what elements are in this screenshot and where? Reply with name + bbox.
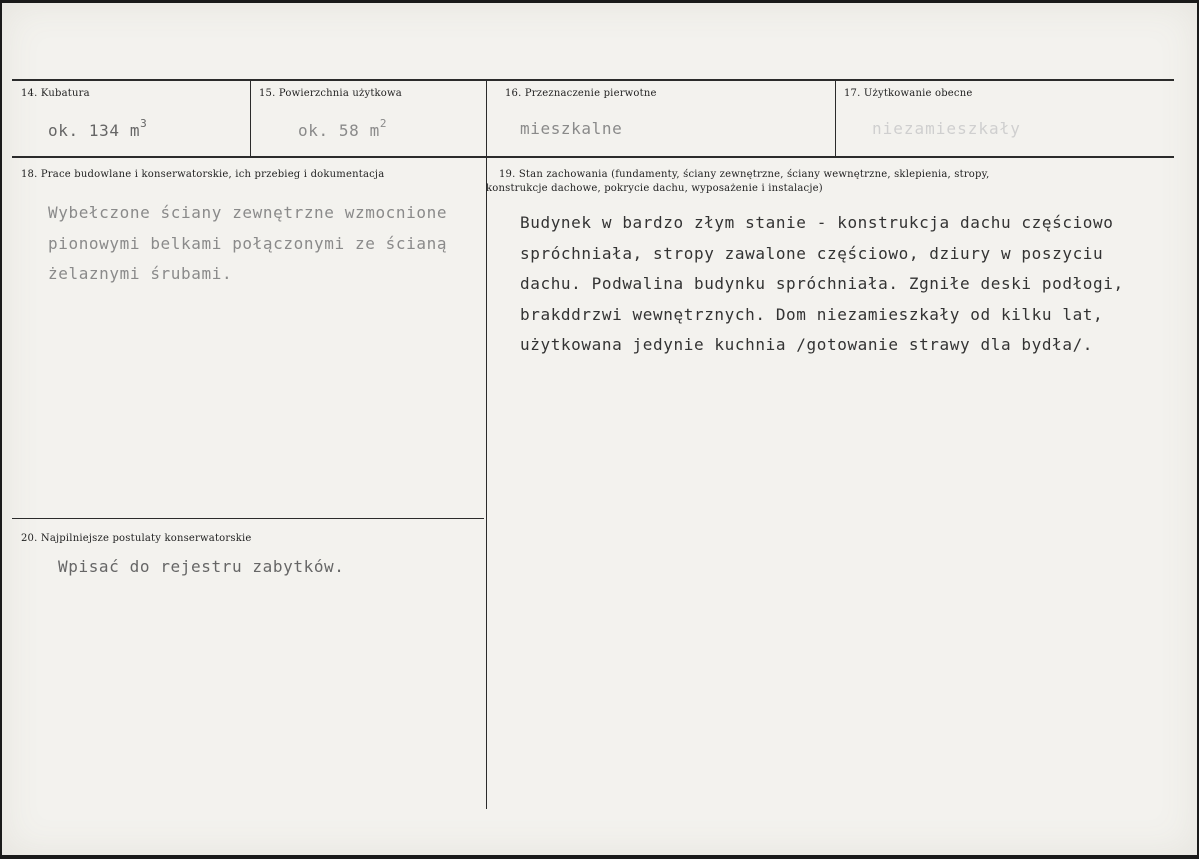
- field-19-line: spróchniała, stropy zawalone częściowo, dziury w poszyciu: [520, 243, 1104, 263]
- top-rule: [12, 79, 1174, 81]
- field-19-line: użytkowana jedynie kuchnia /gotowanie strawy dla bydła/.: [520, 335, 1094, 354]
- field-14-label: 14. Kubatura: [21, 88, 90, 99]
- field-15-value-text: ok. 58 m: [298, 121, 380, 140]
- row-divider-2: [12, 518, 484, 519]
- field-19-line: brakddrzwi wewnętrznych. Dom niezamieszkały od kilku lat,: [520, 304, 1104, 324]
- col-divider-16-17: [835, 81, 836, 156]
- field-20-value: Wpisać do rejestru zabytków.: [58, 557, 345, 576]
- field-18-line: Wybełczone ściany zewnętrzne wzmocnione: [48, 203, 448, 222]
- field-19-line: Budynek w bardzo złym stanie - konstrukcja dachu częściowo: [520, 213, 1114, 232]
- field-17-value: niezamieszkały: [872, 119, 1021, 138]
- field-18-line: pionowymi belkami połączonymi ze ścianą: [48, 233, 448, 253]
- record-card: [2, 3, 1197, 855]
- field-19-label-line-1: 19. Stan zachowania (fundamenty, ściany zewnętrzne, ściany wewnętrzne, sklepienia, stropy,: [499, 169, 990, 180]
- field-14-value-sup: 3: [140, 117, 148, 130]
- col-divider-14-15: [250, 81, 251, 156]
- field-17-label: 17. Użytkowanie obecne: [844, 88, 973, 99]
- field-18-label: 18. Prace budowlane i konserwatorskie, ich przebieg i dokumentacja: [21, 169, 385, 180]
- field-20-label: 20. Najpilniejsze postulaty konserwatorskie: [21, 533, 252, 544]
- field-18-line: żelaznymi śrubami.: [48, 264, 233, 283]
- field-14-value-text: ok. 134 m: [48, 121, 141, 140]
- field-19-line: dachu. Podwalina budynku spróchniała. Zgniłe deski podłogi,: [520, 274, 1124, 293]
- field-15-value: [298, 117, 387, 140]
- field-14-value: [48, 117, 147, 140]
- field-19-text: [520, 208, 1124, 361]
- field-15-value-sup: 2: [379, 117, 388, 130]
- field-18-text: [48, 198, 447, 290]
- field-19-label-line-2: konstrukcje dachowe, pokrycie dachu, wyposażenie i instalacje): [486, 183, 823, 194]
- field-16-value: mieszkalne: [520, 119, 623, 138]
- field-16-label: 16. Przeznaczenie pierwotne: [505, 88, 657, 99]
- field-15-label: 15. Powierzchnia użytkowa: [259, 88, 402, 99]
- row-divider-1: [12, 156, 1174, 158]
